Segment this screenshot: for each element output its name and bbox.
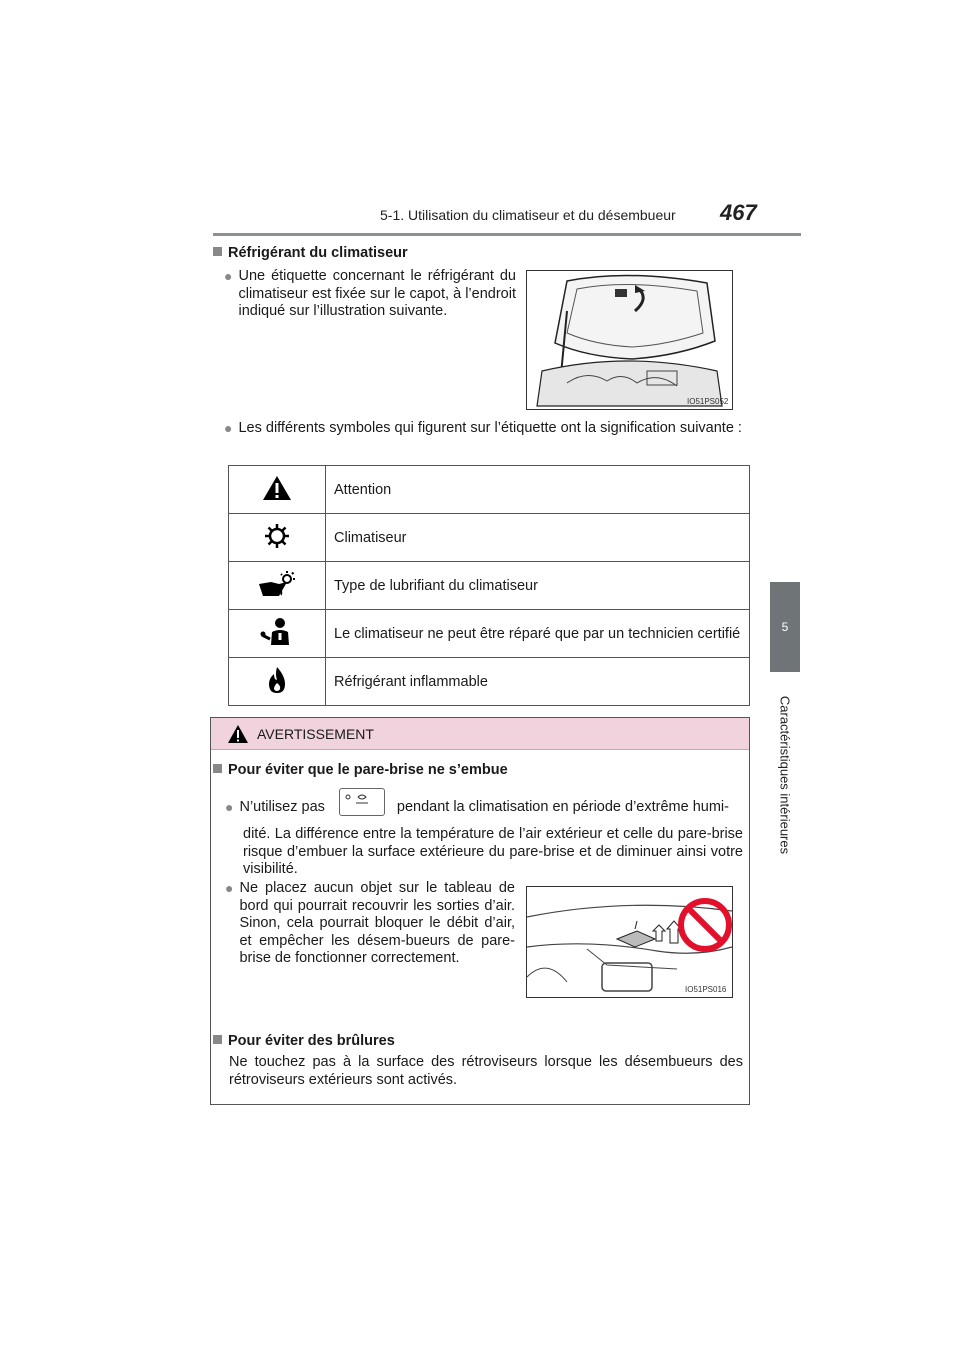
warning-title: AVERTISSEMENT <box>257 725 374 742</box>
dashboard-drawing <box>527 887 732 997</box>
figure-code: IO51PS052 <box>687 397 729 406</box>
fan-symbol-icon <box>340 789 384 815</box>
bullet-text-start: N’utilisez pas <box>239 799 325 816</box>
header-rule <box>213 233 801 236</box>
table-row <box>229 466 750 514</box>
chapter-label-text: Caractéristiques intérieures <box>777 695 793 855</box>
warning-bullet <box>225 880 515 968</box>
symbol-label: Le climatiseur ne peut être réparé que par un technicien certifié <box>326 610 750 658</box>
table-row <box>229 514 750 562</box>
section-title: Réfrigérant du climatiseur <box>228 245 408 261</box>
round-bullet-icon: ● <box>224 268 233 284</box>
symbol-cell <box>229 466 326 514</box>
square-bullet-icon <box>213 764 222 773</box>
section-heading <box>213 245 408 263</box>
symbol-cell <box>229 562 326 610</box>
bullet-text: Une étiquette concernant le réfrigérant du climatiseur est fixée sur le capot, à l’endroit indiqué sur l’illustration suivante. <box>238 268 516 319</box>
bullet-item <box>224 268 516 321</box>
square-bullet-icon <box>213 1035 222 1044</box>
bullet-item <box>224 420 750 438</box>
bullet-text-end: pendant la climatisation en période d’extrême humi- <box>396 799 729 816</box>
symbols-table <box>228 465 750 706</box>
table-row <box>229 658 750 706</box>
warning-box <box>210 717 750 1105</box>
subheading-text: Pour éviter que le pare-brise ne s’embue <box>228 762 508 778</box>
bullet-text: Ne placez aucun objet sur le tableau de bord qui pourrait recouvrir les sorties d’air. Sinon, cela pourrait bloquer le débit d’air, et empêcher les désem-bueurs de pare-brise de fonctionner correctement. <box>239 880 515 966</box>
warning-bullet <box>225 796 743 879</box>
symbol-cell <box>229 514 326 562</box>
symbol-label: Type de lubrifiant du climatiseur <box>326 562 750 610</box>
warning-triangle-icon <box>227 724 249 744</box>
symbol-cell <box>229 610 326 658</box>
page-number: 467 <box>720 200 757 225</box>
hood-illustration <box>526 270 733 410</box>
technician-icon <box>260 617 294 647</box>
warning-triangle-icon <box>262 474 292 502</box>
round-bullet-icon: ● <box>224 420 233 436</box>
snowflake-icon <box>264 523 290 549</box>
symbol-label: Réfrigérant inflammable <box>326 658 750 706</box>
chapter-tab: 5 <box>770 582 800 672</box>
symbol-label: Attention <box>326 466 750 514</box>
chapter-label <box>768 690 802 860</box>
warning-subheading <box>213 762 508 780</box>
bullet-text: Les différents symboles qui figurent sur l’étiquette ont la signification suivante : <box>238 420 742 436</box>
dashboard-illustration <box>526 886 733 998</box>
running-header: 5-1. Utilisation du climatiseur et du désembueur <box>380 207 676 223</box>
oil-can-icon <box>257 570 297 598</box>
recirculation-button-icon <box>339 788 385 816</box>
hood-drawing <box>527 271 732 409</box>
table-row <box>229 562 750 610</box>
subheading-text: Pour éviter des brûlures <box>228 1033 395 1049</box>
symbol-label: Climatiseur <box>326 514 750 562</box>
warning-header <box>211 718 749 750</box>
bullet-text-continuation: dité. La différence entre la température de l’air extérieur et celle du pare-brise risque d’embuer la surface extérieure du pare-brise et de diminuer ainsi votre visibilité. <box>243 826 743 877</box>
symbol-cell <box>229 658 326 706</box>
round-bullet-icon: ● <box>225 880 234 896</box>
square-bullet-icon <box>213 247 222 256</box>
warning-subheading <box>213 1033 395 1051</box>
flame-icon <box>265 666 289 694</box>
warning-paragraph: Ne touchez pas à la surface des rétroviseurs lorsque les désembueurs des rétroviseurs extérieurs sont activés. <box>229 1054 743 1088</box>
table-row <box>229 610 750 658</box>
round-bullet-icon: ● <box>225 799 234 816</box>
figure-code: IO51PS016 <box>685 985 727 994</box>
